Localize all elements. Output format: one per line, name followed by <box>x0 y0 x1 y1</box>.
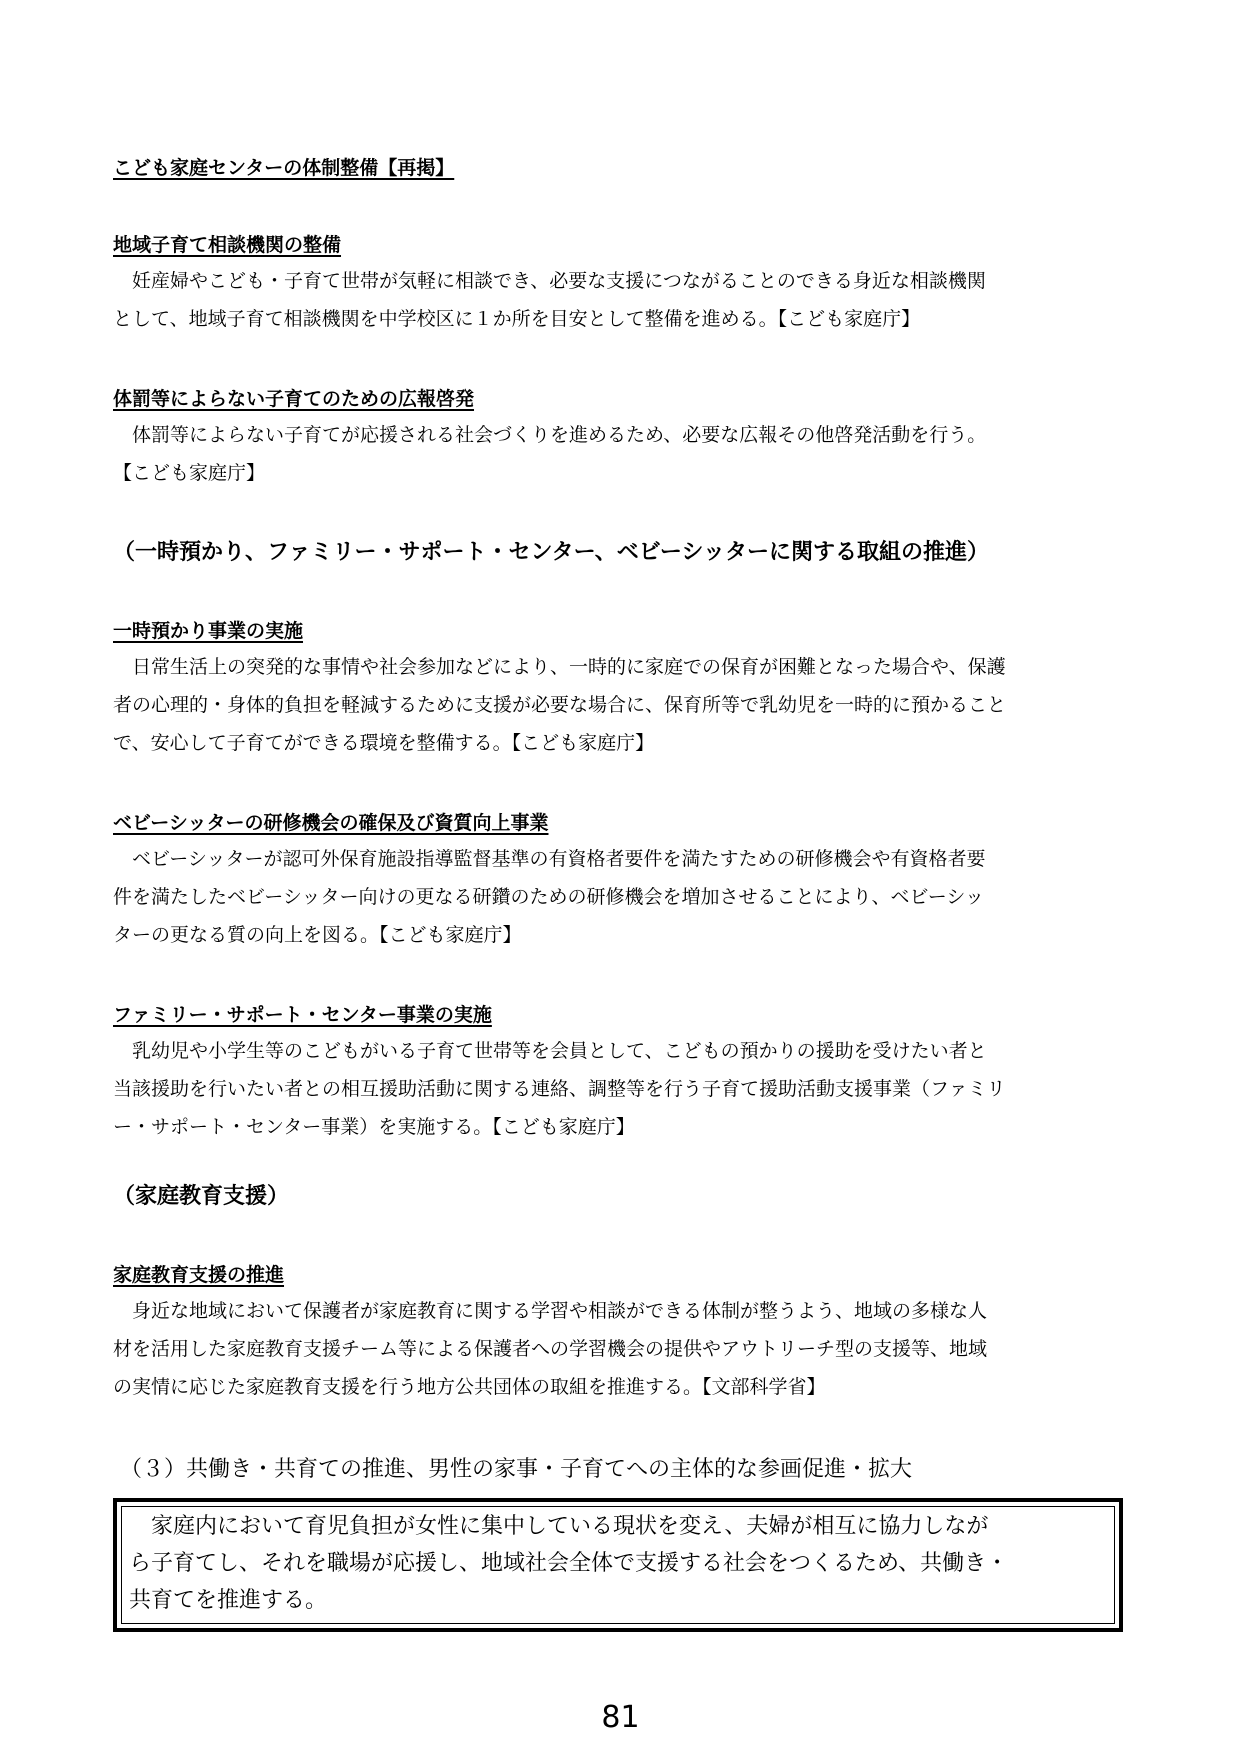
paragraph-line: 体罰等によらない子育てが応援される社会づくりを進めるため、必要な広報その他啓発活動を行う。 <box>113 424 987 446</box>
paragraph-chiiki-kosodate-soudan <box>113 262 1133 338</box>
heading-family-support-center: ファミリー・サポート・センター事業の実施 <box>113 1004 492 1026</box>
heading-katei-kyouiku-shien: 家庭教育支援の推進 <box>113 1264 285 1286</box>
page-number: 81 <box>601 1700 640 1735</box>
heading-kodomo-katei-center: こども家庭センターの体制整備【再掲】 <box>113 157 455 179</box>
paragraph-babysitter-kenshu <box>113 840 1133 954</box>
heading-chiiki-kosodate-soudan: 地域子育て相談機関の整備 <box>113 234 342 256</box>
paragraph-line: 当該援助を行いたい者との相互援助活動に関する連絡、調整等を行う子育て援助活動支援事業（ファミリ <box>113 1078 1006 1100</box>
paragraph-line: として、地域子育て相談機関を中学校区に１か所を目安として整備を進める。【こども家庭庁】 <box>113 308 921 330</box>
paragraph-family-support-center <box>113 1032 1133 1146</box>
summary-line: 家庭内において育児負担が女性に集中している現状を変え、夫婦が相互に協力しなが <box>129 1514 989 1539</box>
paragraph-taibatsu-kouhou <box>113 416 1133 492</box>
summary-box <box>113 1498 1123 1632</box>
paragraph-ichiji-azukari-jigyou <box>113 648 1133 762</box>
heading-ichiji-azukari-jigyou: 一時預かり事業の実施 <box>113 620 304 642</box>
paragraph-line: 材を活用した家庭教育支援チーム等による保護者への学習機会の提供やアウトリーチ型の支援等、地域 <box>113 1338 988 1360</box>
paragraph-line: 者の心理的・身体的負担を軽減するために支援が必要な場合に、保育所等で乳幼児を一時的に預かること <box>113 694 1007 716</box>
paragraph-line: で、安心して子育てができる環境を整備する。【こども家庭庁】 <box>113 732 655 754</box>
summary-line: ら子育てし、それを職場が応援し、地域社会全体で支援する社会をつくるため、共働き・ <box>129 1551 1009 1576</box>
paragraph-line: 日常生活上の突発的な事情や社会参加などにより、一時的に家庭での保育が困難となった場合や、保護 <box>113 656 1006 678</box>
paragraph-katei-kyouiku-shien <box>113 1292 1133 1406</box>
section-heading-ichiji-azukari: （一時預かり、ファミリー・サポート・センター、ベビーシッターに関する取組の推進） <box>113 540 990 565</box>
heading-babysitter-kenshu: ベビーシッターの研修機会の確保及び資質向上事業 <box>113 812 549 834</box>
section-heading-katei-kyouiku: （家庭教育支援） <box>113 1184 290 1209</box>
paragraph-line: 妊産婦やこども・子育て世帯が気軽に相談でき、必要な支援につながることのできる身近な相談機関 <box>113 270 986 292</box>
summary-box-text <box>129 1508 1008 1619</box>
paragraph-line: の実情に応じた家庭教育支援を行う地方公共団体の取組を推進する。【文部科学省】 <box>113 1376 826 1398</box>
paragraph-line: ターの更なる質の向上を図る。【こども家庭庁】 <box>113 924 522 946</box>
paragraph-line: 【こども家庭庁】 <box>113 462 266 484</box>
paragraph-line: 乳幼児や小学生等のこどもがいる子育て世帯等を会員として、こどもの預かりの援助を受けたい者と <box>113 1040 987 1062</box>
heading-taibatsu-kouhou: 体罰等によらない子育てのための広報啓発 <box>113 388 475 410</box>
subsection-heading-tomobataraki: （３）共働き・共育ての推進、男性の家事・子育てへの主体的な参画促進・拡大 <box>120 1457 913 1482</box>
paragraph-line: 身近な地域において保護者が家庭教育に関する学習や相談ができる体制が整うよう、地域の多様な人 <box>113 1300 988 1322</box>
paragraph-line: ー・サポート・センター事業）を実施する。【こども家庭庁】 <box>113 1116 635 1138</box>
paragraph-line: 件を満たしたベビーシッター向けの更なる研鑽のための研修機会を増加させることにより、ベビーシッ <box>113 886 984 908</box>
paragraph-line: ベビーシッターが認可外保育施設指導監督基準の有資格者要件を満たすための研修機会や有資格者要 <box>113 848 986 870</box>
summary-line: 共育てを推進する。 <box>129 1588 328 1613</box>
